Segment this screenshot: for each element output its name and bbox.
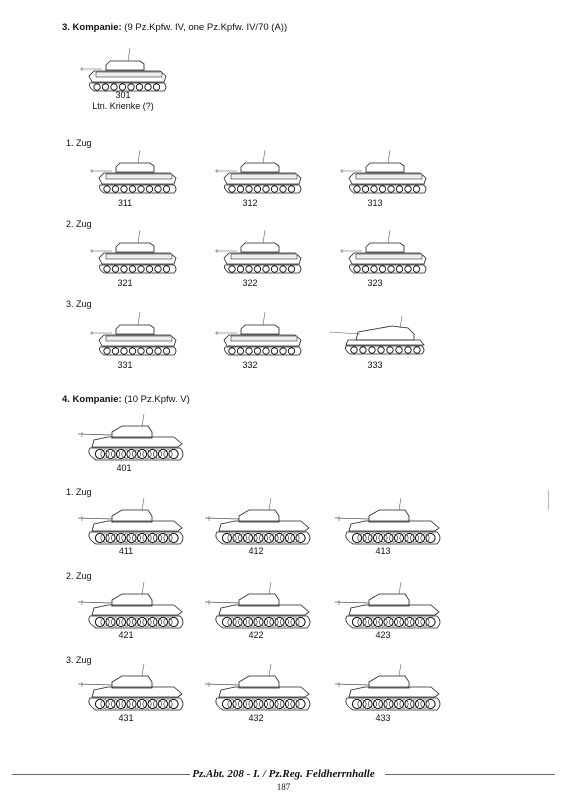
tank-311-number: 311 xyxy=(117,198,133,208)
tank-312-drawing xyxy=(215,158,305,196)
company4-zug3-label: 3. Zug xyxy=(66,655,92,665)
tank-311-drawing xyxy=(90,158,180,196)
company4-title-bold: 4. Kompanie: xyxy=(62,394,122,405)
tank-431-drawing xyxy=(78,670,188,712)
scan-edge-mark xyxy=(548,490,549,510)
tank-331-drawing xyxy=(90,320,180,358)
tank-413-drawing xyxy=(335,504,445,546)
footer-title: Pz.Abt. 208 - I. / Pz.Reg. Feldherrnhalle xyxy=(192,768,375,780)
tank-333-drawing xyxy=(330,320,430,358)
tank-412-drawing xyxy=(205,504,315,546)
tank-312-number: 312 xyxy=(242,198,258,208)
tank-321-number: 321 xyxy=(117,278,133,288)
tank-301-number: 301 xyxy=(115,90,131,100)
tank-323-drawing xyxy=(340,238,430,276)
company3-zug2-label: 2. Zug xyxy=(66,219,92,229)
tank-313-number: 313 xyxy=(367,198,383,208)
tank-411-drawing xyxy=(78,504,188,546)
company3-zug1-label: 1. Zug xyxy=(66,138,92,148)
tank-422-number: 422 xyxy=(248,630,264,640)
tank-423-number: 423 xyxy=(375,630,391,640)
company3-heading xyxy=(62,22,287,33)
tank-432-drawing xyxy=(205,670,315,712)
tank-412-number: 412 xyxy=(248,546,264,556)
tank-421-number: 421 xyxy=(118,630,134,640)
tank-413-number: 413 xyxy=(375,546,391,556)
tank-421-drawing xyxy=(78,588,188,630)
tank-333-number: 333 xyxy=(367,360,383,370)
company3-zug3-label: 3. Zug xyxy=(66,299,92,309)
company4-zug1-label: 1. Zug xyxy=(66,487,92,497)
company4-zug2-label: 2. Zug xyxy=(66,571,92,581)
tank-301-drawing xyxy=(80,56,170,94)
tank-321-drawing xyxy=(90,238,180,276)
tank-301-caption: Ltn. Krienke (?) xyxy=(92,101,154,111)
tank-322-number: 322 xyxy=(242,278,258,288)
tank-411-number: 411 xyxy=(118,546,134,556)
page-number: 187 xyxy=(276,782,291,792)
tank-323-number: 323 xyxy=(367,278,383,288)
company4-heading xyxy=(62,394,190,405)
tank-331-number: 331 xyxy=(117,360,133,370)
tank-322-drawing xyxy=(215,238,305,276)
tank-401-drawing xyxy=(78,420,188,462)
company3-title-rest: (9 Pz.Kpfw. IV, one Pz.Kpfw. IV/70 (A)) xyxy=(121,22,288,33)
tank-422-drawing xyxy=(205,588,315,630)
company4-title-rest: (10 Pz.Kpfw. V) xyxy=(121,394,190,405)
tank-401-number: 401 xyxy=(116,463,132,473)
tank-433-drawing xyxy=(335,670,445,712)
tank-332-drawing xyxy=(215,320,305,358)
tank-432-number: 432 xyxy=(248,713,264,723)
tank-433-number: 433 xyxy=(375,713,391,723)
tank-423-drawing xyxy=(335,588,445,630)
tank-431-number: 431 xyxy=(118,713,134,723)
tank-313-drawing xyxy=(340,158,430,196)
tank-332-number: 332 xyxy=(242,360,258,370)
company3-title-bold: 3. Kompanie: xyxy=(62,22,122,33)
